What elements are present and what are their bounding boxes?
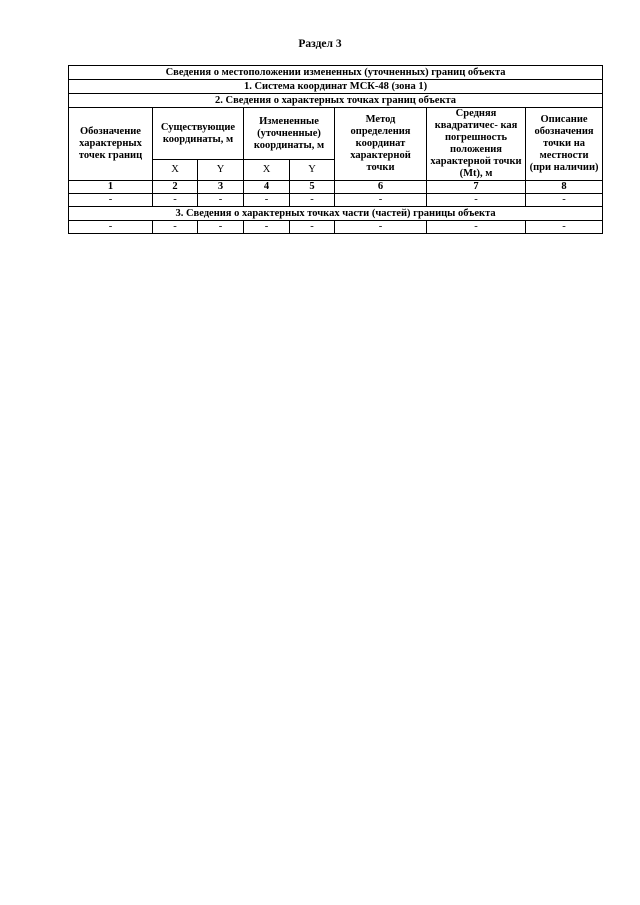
section-title: Раздел 3 [298, 38, 342, 50]
table-cell: - [427, 194, 526, 207]
table-cell: - [290, 221, 335, 234]
table-row [69, 194, 603, 207]
column-number: 3 [198, 181, 244, 194]
column-number-row [69, 181, 603, 194]
header-changed-coords: Измененные (уточненные) координаты, м [244, 108, 335, 160]
section3-heading: 3. Сведения о характерных точках части (частей) границы объекта [69, 207, 603, 221]
table-cell: - [244, 194, 290, 207]
boundary-table [68, 65, 603, 234]
table-cell: - [335, 221, 427, 234]
table-cell: - [198, 221, 244, 234]
header-point-designation: Обозначение характерных точек границ [69, 108, 153, 181]
table-cell: - [198, 194, 244, 207]
table-cell: - [335, 194, 427, 207]
table-row [69, 221, 603, 234]
table-caption: Сведения о местоположении измененных (уточненных) границ объекта [69, 66, 603, 80]
table-cell: - [69, 221, 153, 234]
header-method: Метод определения координат характерной точки [335, 108, 427, 181]
table-cell: - [427, 221, 526, 234]
table-cell: - [69, 194, 153, 207]
subheader-changed-y: Y [290, 160, 335, 181]
header-rmse: Средняя квадратичес- кая погрешность положения характерной точки (Mt), м [427, 108, 526, 181]
header-description: Описание обозначения точки на местности (при наличии) [526, 108, 603, 181]
subheader-existing-x: X [153, 160, 198, 181]
column-number: 8 [526, 181, 603, 194]
subheader-changed-x: X [244, 160, 290, 181]
table-cell: - [290, 194, 335, 207]
table-cell: - [526, 221, 603, 234]
column-number: 4 [244, 181, 290, 194]
subheader-existing-y: Y [198, 160, 244, 181]
section2-heading: 2. Сведения о характерных точках границ объекта [69, 94, 603, 108]
table-cell: - [244, 221, 290, 234]
column-number: 1 [69, 181, 153, 194]
column-number: 6 [335, 181, 427, 194]
table-cell: - [153, 194, 198, 207]
column-number: 2 [153, 181, 198, 194]
header-existing-coords: Существующие координаты, м [153, 108, 244, 160]
column-number: 7 [427, 181, 526, 194]
table-cell: - [153, 221, 198, 234]
column-number: 5 [290, 181, 335, 194]
coordinate-system: 1. Система координат МСК-48 (зона 1) [69, 80, 603, 94]
table-cell: - [526, 194, 603, 207]
